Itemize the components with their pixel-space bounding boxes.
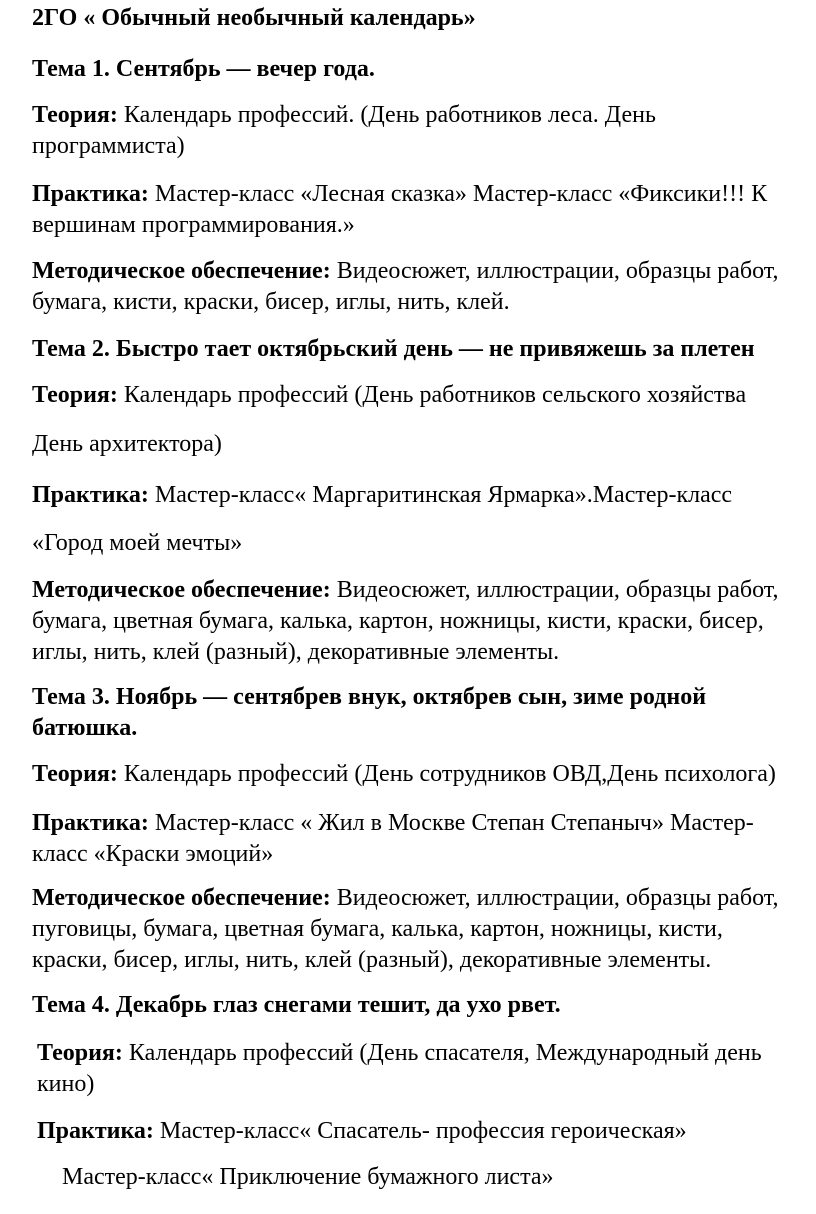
topic-4-theory bbox=[37, 1038, 807, 1100]
theory-label: Теория: bbox=[32, 382, 118, 408]
topic-2-practice-cont: «Город моей мечты» bbox=[32, 530, 243, 556]
theory-text: Календарь профессий (День сотрудников ОВД,День психолога) bbox=[117, 761, 776, 787]
practice-label: Практика: bbox=[32, 181, 149, 207]
topic-4-practice bbox=[37, 1116, 807, 1147]
practice-label: Практика: bbox=[32, 810, 149, 836]
topic-2-theory-cont: День архитектора) bbox=[32, 431, 222, 457]
theory-text: Календарь профессий (День работников сельского хозяйства bbox=[117, 382, 747, 408]
topic-1-methods bbox=[32, 256, 802, 318]
topic-3-theory bbox=[32, 759, 802, 790]
topic-4-heading: Тема 4. Декабрь глаз снегами тешит, да ухо рвет. bbox=[32, 992, 561, 1018]
topic-2-methods bbox=[32, 575, 802, 668]
topic-2-heading: Тема 2. Быстро тает октябрьский день — не привяжешь за плетен bbox=[32, 336, 755, 362]
methods-label: Методическое обеспечение: bbox=[32, 885, 331, 911]
theory-text: Календарь профессий. (День работников леса. День программиста) bbox=[32, 102, 656, 159]
methods-text: Видеосюжет, иллюстрации, образцы работ, бумага, цветная бумага, калька, картон, ножницы, кисти, краски, бисер, иглы, нить, клей (разный), декоративные элементы. bbox=[32, 577, 779, 665]
topic-3-heading: Тема 3. Ноябрь — сентябрев внук, октябрев сын, зиме родной батюшка. bbox=[32, 684, 707, 741]
theory-label: Теория: bbox=[32, 102, 118, 128]
theory-label: Теория: bbox=[37, 1040, 123, 1066]
topic-2-practice bbox=[32, 480, 802, 511]
topic-3-practice bbox=[32, 808, 802, 870]
topic-3-methods bbox=[32, 883, 802, 976]
topic-2-theory bbox=[32, 380, 802, 411]
practice-text: Мастер-класс « Жил в Москве Степан Степаныч» Мастер-класс «Краски эмоций» bbox=[32, 810, 754, 867]
practice-text: Мастер-класс« Спасатель- профессия героическая» bbox=[153, 1118, 687, 1144]
practice-label: Практика: bbox=[37, 1118, 154, 1144]
methods-label: Методическое обеспечение: bbox=[32, 577, 331, 603]
methods-text: Видеосюжет, иллюстрации, образцы работ, бумага, кисти, краски, бисер, иглы, нить, клей. bbox=[32, 258, 779, 315]
methods-label: Методическое обеспечение: bbox=[32, 258, 331, 284]
topic-1-practice bbox=[32, 179, 802, 241]
practice-text: Мастер-класс« Маргаритинская Ярмарка».Мастер-класс bbox=[148, 482, 733, 508]
practice-label: Практика: bbox=[32, 482, 149, 508]
topic-1-theory bbox=[32, 100, 802, 162]
theory-label: Теория: bbox=[32, 761, 118, 787]
topic-4-practice-cont: Мастер-класс« Приключение бумажного листа» bbox=[62, 1164, 554, 1190]
methods-text: Видеосюжет, иллюстрации, образцы работ, пуговицы, бумага, цветная бумага, калька, картон, ножницы, кисти, краски, бисер, иглы, нить, клей (разный), декоративные элементы. bbox=[32, 885, 779, 973]
practice-text: Мастер-класс «Лесная сказка» Мастер-класс «Фиксики!!! К вершинам программирования.» bbox=[32, 181, 768, 238]
topic-1-heading: Тема 1. Сентябрь — вечер года. bbox=[32, 56, 375, 82]
document-title: 2ГО « Обычный необычный календарь» bbox=[32, 5, 476, 31]
theory-text: Календарь профессий (День спасателя, Международный день кино) bbox=[37, 1040, 762, 1097]
